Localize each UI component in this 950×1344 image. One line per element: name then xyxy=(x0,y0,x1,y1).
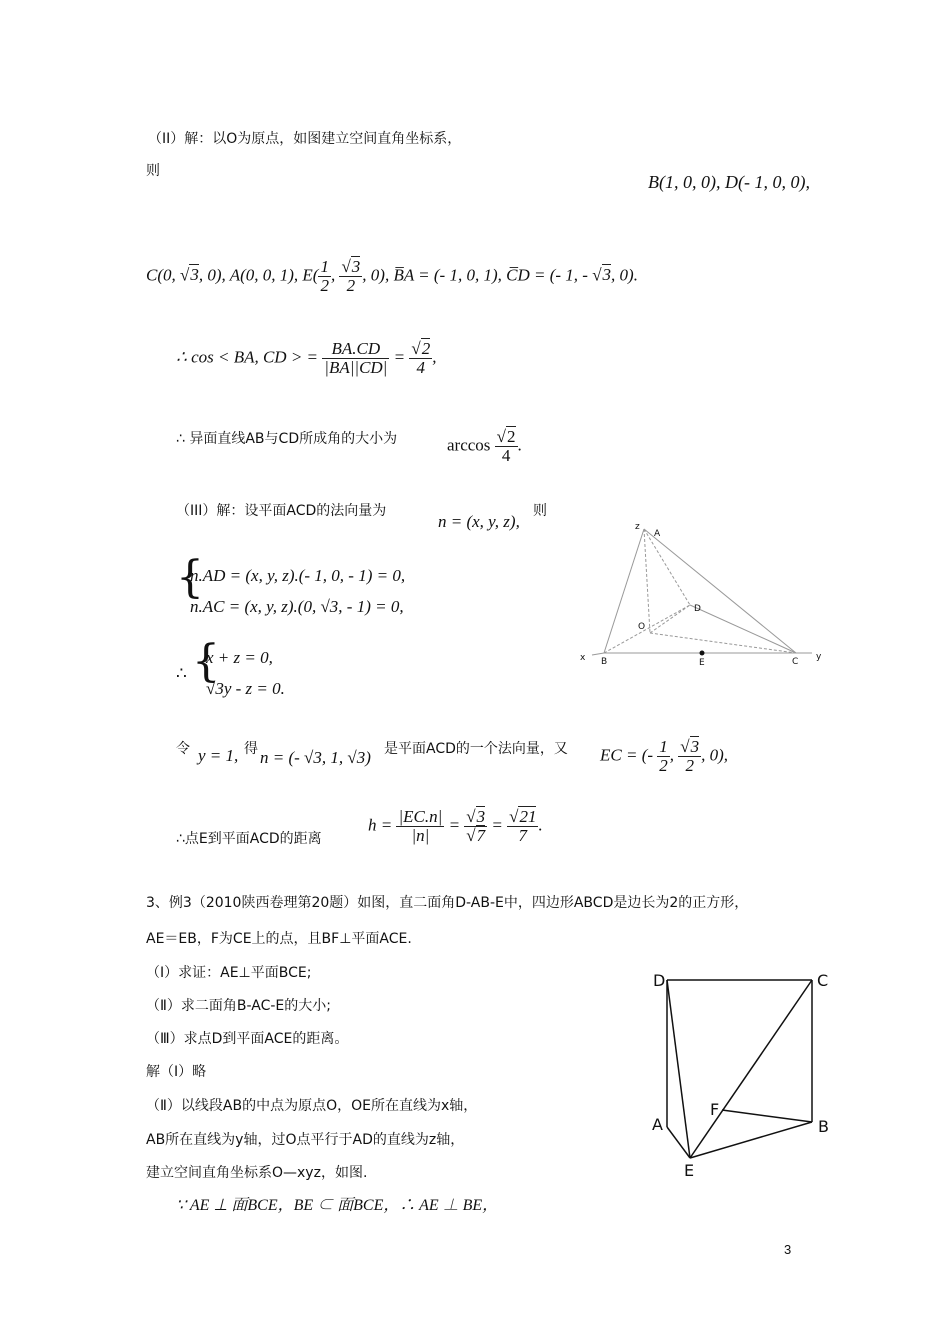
label-C: C xyxy=(817,971,829,990)
label-C: C xyxy=(792,657,799,667)
label-O: O xyxy=(638,622,646,632)
label-x: x xyxy=(580,653,586,663)
normal-result: n = (- √3, 1, √3) xyxy=(260,748,371,767)
ec-vector: EC = (- $\frac{1}{2}$ , $\frac{√3}{2}$ , 0), xyxy=(600,737,729,775)
question-1: （Ⅰ）求证：AE⊥平面BCE; xyxy=(146,965,312,981)
edge-CE xyxy=(690,980,812,1158)
edge-AD xyxy=(644,529,690,605)
label-A: A xyxy=(652,1115,663,1134)
then-label: 则 xyxy=(146,163,160,179)
label-F: F xyxy=(710,1100,720,1119)
label-B: B xyxy=(818,1117,829,1136)
label-B: B xyxy=(601,657,608,667)
question-2: （Ⅱ）求二面角B-AC-E的大小; xyxy=(146,998,331,1014)
edge-AC xyxy=(644,529,796,653)
angle-text: ∴ 异面直线AB与CD所成角的大小为 xyxy=(176,431,398,447)
label-y: y xyxy=(816,652,822,662)
let-word: 令 xyxy=(176,741,190,757)
solution-2b: AB所在直线为y轴，过O点平行于AD的直线为z轴， xyxy=(146,1132,465,1148)
page-number: 3 xyxy=(784,1242,792,1257)
edge-EB xyxy=(690,1122,812,1158)
normal-vector: n = (x, y, z), xyxy=(438,512,520,531)
example3-line2: AE＝EB，F为CE上的点，且BF⊥平面ACE. xyxy=(146,931,412,947)
label-D: D xyxy=(653,971,666,990)
question-3: （Ⅲ）求点D到平面ACE的距离。 xyxy=(146,1031,349,1047)
part3-heading: （III）解：设平面ACD的法向量为 xyxy=(176,503,387,519)
solution-1: 解（Ⅰ）略 xyxy=(146,1064,207,1080)
let-y: y = 1, xyxy=(198,746,239,765)
label-z: z xyxy=(635,522,640,532)
example3-line1: 3、例3（2010陕西卷理第20题）如图，直二面角D-AB-E中，四边形ABCD是边长为2的正方形， xyxy=(146,895,749,911)
coords-b-d: B(1, 0, 0), D(- 1, 0, 0), xyxy=(648,172,810,192)
label-E: E xyxy=(684,1161,695,1180)
edge-AO xyxy=(644,529,650,633)
brace-2: { xyxy=(192,636,220,687)
system1-eq2: n.AC = (x, y, z).(0, √3, - 1) = 0, xyxy=(190,597,404,616)
normal-text: 是平面ACD的一个法向量，又 xyxy=(384,741,568,757)
label-D: D xyxy=(694,604,701,614)
then-label-2: 则 xyxy=(533,503,547,519)
edge-DC xyxy=(690,605,796,653)
label-E: E xyxy=(699,658,705,668)
edge-AB xyxy=(604,529,644,653)
brace-1: { xyxy=(176,552,204,603)
label-A: A xyxy=(654,529,661,539)
system2-eq1: x + z = 0, xyxy=(206,648,273,667)
distance-formula: h = $\frac{|EC.n|}{|n|}$ = $\frac{√3}{√7}$ = $\frac{√21}{7}$ . xyxy=(368,807,543,845)
angle-value: arccos $\frac{√2}{4}$ . xyxy=(447,427,522,465)
cos-line: ∴ cos < BA, CD > = $\frac{BA.CD}{|BA||CD|}$ = $\frac{√2}{4}$ , xyxy=(176,339,437,377)
edge-FB xyxy=(722,1110,812,1122)
edge-OD xyxy=(650,605,690,633)
x-axis xyxy=(592,653,604,655)
coords-line: C(0, √3, 0), A(0, 0, 1), E( $\frac{1}{2}$ , $\frac{√3}{2}$ , 0), B̅A = (- 1, 0, 1), C̅D = (- 1, - √3, 0). xyxy=(146,257,638,295)
since-line: ∵ AE ⊥ 面BCE，BE ⊂ 面BCE，∴ AE ⊥ BE， xyxy=(176,1197,499,1214)
point-E xyxy=(700,651,705,656)
part2-heading: （II）解：以O为原点，如图建立空间直角坐标系， xyxy=(148,131,462,147)
square-figure xyxy=(640,962,840,1182)
tetrahedron-figure xyxy=(574,515,834,675)
solution-2c: 建立空间直角坐标系O—xyz，如图. xyxy=(146,1165,368,1181)
solution-2a: （Ⅱ）以线段AB的中点为原点O，OE所在直线为x轴， xyxy=(146,1098,478,1114)
distance-text: ∴点E到平面ACD的距离 xyxy=(176,831,322,847)
therefore-sign: ∴ xyxy=(176,664,187,683)
de-word: 得 xyxy=(244,741,258,757)
system1-eq1: n.AD = (x, y, z).(- 1, 0, - 1) = 0, xyxy=(190,566,406,585)
system2-eq2: √3y - z = 0. xyxy=(206,679,285,698)
